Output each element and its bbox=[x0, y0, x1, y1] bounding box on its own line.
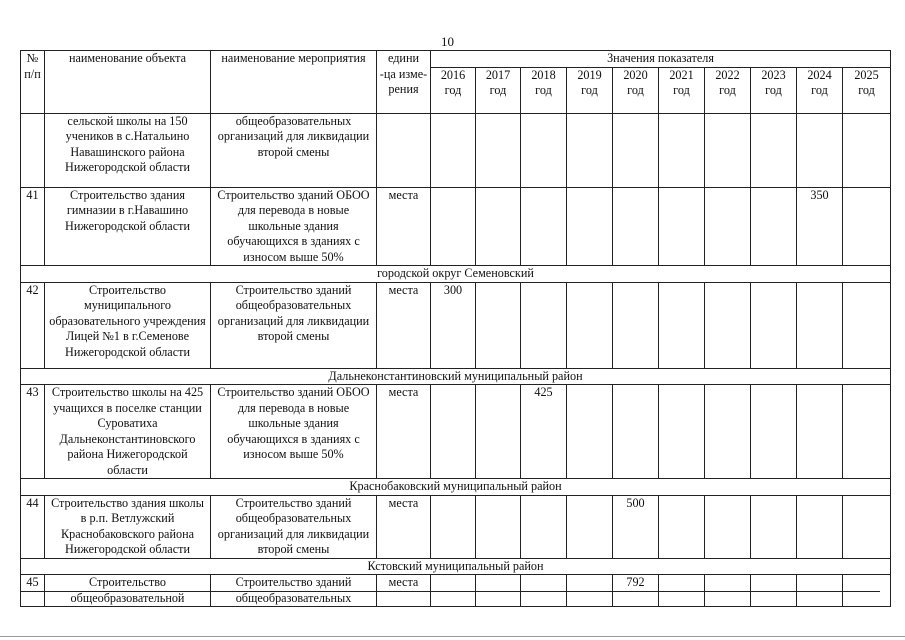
row-number bbox=[21, 113, 45, 187]
header-year: 2020 год bbox=[613, 67, 659, 113]
table-row bbox=[21, 282, 891, 368]
year-value bbox=[431, 495, 476, 558]
header-object: наименование объекта bbox=[45, 51, 211, 114]
year-value bbox=[659, 495, 705, 558]
year-value bbox=[431, 187, 476, 266]
year-value bbox=[705, 187, 751, 266]
header-year: 2022 год bbox=[705, 67, 751, 113]
object-name: Строительство здания гимназии в г.Навашино Нижегородской области bbox=[45, 187, 211, 266]
year-value bbox=[659, 187, 705, 266]
section-title: Кстовский муниципальный район bbox=[21, 558, 891, 575]
year-value bbox=[567, 385, 613, 479]
unit bbox=[377, 113, 431, 187]
header-year: 2021 год bbox=[659, 67, 705, 113]
year-value bbox=[751, 282, 797, 368]
year-value bbox=[476, 495, 521, 558]
year-value bbox=[843, 187, 891, 266]
year-value bbox=[797, 113, 843, 187]
header-year: 2018 год bbox=[521, 67, 567, 113]
year-value bbox=[431, 385, 476, 479]
header-unit: едини -ца изме- рения bbox=[377, 51, 431, 114]
year-value bbox=[476, 282, 521, 368]
year-value: 350 bbox=[797, 187, 843, 266]
year-value bbox=[567, 113, 613, 187]
section-row bbox=[21, 558, 891, 575]
year-value: 425 bbox=[521, 385, 567, 479]
header-num: № п/п bbox=[21, 51, 45, 114]
object-name: сельской школы на 150 учеников в с.Натальино Навашинского района Нижегородской области bbox=[45, 113, 211, 187]
year-value bbox=[613, 113, 659, 187]
row-number: 44 bbox=[21, 495, 45, 558]
year-value bbox=[567, 282, 613, 368]
year-value bbox=[476, 187, 521, 266]
measure-name: Строительство зданий общеобразовательных организаций для ликвидации второй смены bbox=[211, 282, 377, 368]
year-value bbox=[613, 385, 659, 479]
year-value bbox=[659, 385, 705, 479]
measure-name: общеобразовательных организаций для ликвидации второй смены bbox=[211, 113, 377, 187]
indicator-table bbox=[20, 50, 891, 607]
header-year: 2019 год bbox=[567, 67, 613, 113]
row-number: 45 bbox=[21, 575, 45, 607]
year-value bbox=[613, 282, 659, 368]
table-row bbox=[21, 495, 891, 558]
object-name: Строительство школы на 425 учащихся в поселке станции Суроватиха Дальнеконстантиновского района Нижегородской области bbox=[45, 385, 211, 479]
unit: места bbox=[377, 495, 431, 558]
section-title: городской округ Семеновский bbox=[21, 266, 891, 283]
unit: места bbox=[377, 187, 431, 266]
year-value bbox=[751, 187, 797, 266]
header-values-group: Значения показателя bbox=[431, 51, 891, 68]
table-row bbox=[21, 385, 891, 479]
measure-name: Строительство зданий ОБОО для перевода в новые школьные здания обучающихся в зданиях с износом выше 50% bbox=[211, 385, 377, 479]
row-number: 41 bbox=[21, 187, 45, 266]
scan-edge-line bbox=[0, 636, 905, 637]
year-value: 300 bbox=[431, 282, 476, 368]
year-value bbox=[567, 495, 613, 558]
year-value bbox=[521, 495, 567, 558]
year-value bbox=[705, 113, 751, 187]
year-value bbox=[797, 385, 843, 479]
year-value bbox=[843, 282, 891, 368]
year-value bbox=[476, 385, 521, 479]
year-value bbox=[843, 385, 891, 479]
measure-name: Строительство зданий общеобразовательных организаций для ликвидации второй смены bbox=[211, 495, 377, 558]
page-bottom-rule bbox=[20, 591, 880, 592]
year-value bbox=[521, 113, 567, 187]
header-year: 2017 год bbox=[476, 67, 521, 113]
header-year: 2016 год bbox=[431, 67, 476, 113]
header-year: 2023 год bbox=[751, 67, 797, 113]
section-title: Краснобаковский муниципальный район bbox=[21, 479, 891, 496]
row-number: 42 bbox=[21, 282, 45, 368]
year-value: 500 bbox=[613, 495, 659, 558]
year-value bbox=[797, 282, 843, 368]
year-value bbox=[843, 113, 891, 187]
unit: места bbox=[377, 282, 431, 368]
year-value bbox=[659, 282, 705, 368]
year-value bbox=[613, 187, 659, 266]
section-row bbox=[21, 479, 891, 496]
year-value bbox=[431, 113, 476, 187]
table-row bbox=[21, 113, 891, 187]
year-value bbox=[705, 385, 751, 479]
year-value bbox=[751, 385, 797, 479]
object-name: Строительство муниципального образовательного учреждения Лицей №1 в г.Семенове Нижегородской области bbox=[45, 282, 211, 368]
year-value bbox=[797, 495, 843, 558]
year-value bbox=[751, 113, 797, 187]
page-number: 10 bbox=[441, 34, 454, 49]
year-value bbox=[843, 495, 891, 558]
row-number: 43 bbox=[21, 385, 45, 479]
year-value bbox=[705, 282, 751, 368]
year-value bbox=[659, 113, 705, 187]
section-row bbox=[21, 368, 891, 385]
year-value bbox=[567, 187, 613, 266]
object-name: Строительство здания школы в р.п. Ветлужский Краснобаковского района Нижегородской области bbox=[45, 495, 211, 558]
table-row bbox=[21, 187, 891, 266]
year-value bbox=[521, 187, 567, 266]
year-value bbox=[521, 282, 567, 368]
unit: места bbox=[377, 385, 431, 479]
measure-name: Строительство зданий ОБОО для перевода в новые школьные здания обучающихся в зданиях с износом выше 50% bbox=[211, 187, 377, 266]
year-value: 792 bbox=[613, 575, 659, 607]
header-year: 2024 год bbox=[797, 67, 843, 113]
section-row bbox=[21, 266, 891, 283]
year-value bbox=[705, 495, 751, 558]
section-title: Дальнеконстантиновский муниципальный район bbox=[21, 368, 891, 385]
header-year: 2025 год bbox=[843, 67, 891, 113]
unit: места bbox=[377, 575, 431, 607]
measure-name: Строительство зданий общеобразовательных bbox=[211, 575, 377, 607]
year-value bbox=[476, 113, 521, 187]
header-measure: наименование мероприятия bbox=[211, 51, 377, 114]
object-name: Строительство общеобразовательной bbox=[45, 575, 211, 607]
year-value bbox=[751, 495, 797, 558]
